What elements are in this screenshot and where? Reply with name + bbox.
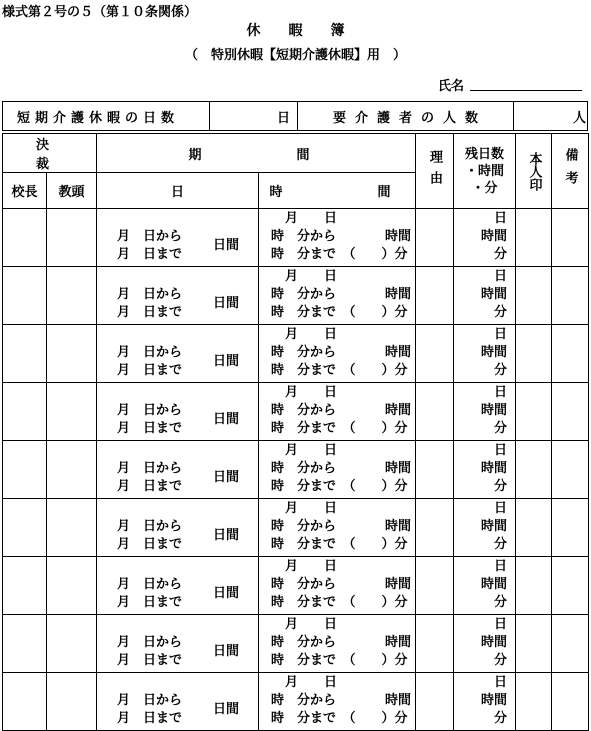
vice-principal-header: 教頭: [47, 173, 97, 209]
date-range-cell[interactable]: 月 日から 月 日まで 日間: [97, 325, 259, 383]
remarks-header: 備考: [552, 134, 589, 209]
vice-principal-seal-cell[interactable]: [47, 499, 97, 557]
reason-cell[interactable]: [416, 615, 454, 673]
date-range-cell[interactable]: 月 日から 月 日まで 日間: [97, 441, 259, 499]
day-header: 日: [97, 173, 259, 209]
principal-seal-cell[interactable]: [3, 441, 47, 499]
seal-cell[interactable]: [516, 325, 552, 383]
leave-row: [3, 499, 589, 557]
vice-principal-seal-cell[interactable]: [47, 209, 97, 267]
remarks-cell[interactable]: [552, 383, 589, 441]
date-range-cell[interactable]: 月 日から 月 日まで 日間: [97, 673, 259, 731]
leave-row: [3, 325, 589, 383]
principal-seal-cell[interactable]: [3, 615, 47, 673]
remarks-cell[interactable]: [552, 325, 589, 383]
persons-unit: 人: [573, 110, 587, 126]
reason-cell[interactable]: [416, 267, 454, 325]
date-range-cell[interactable]: 月 日から 月 日まで 日間: [97, 267, 259, 325]
remaining-cell[interactable]: 日 時間 分: [454, 267, 516, 325]
vice-principal-seal-cell[interactable]: [47, 325, 97, 383]
reason-cell[interactable]: [416, 673, 454, 731]
days-label: 短期介護休暇の日数: [17, 110, 180, 126]
principal-seal-cell[interactable]: [3, 383, 47, 441]
name-field-line[interactable]: [470, 90, 582, 91]
time-header: 時 間: [259, 173, 416, 209]
persons-label: 要介護者の人数: [333, 110, 488, 126]
date-range-cell[interactable]: 月 日から 月 日まで 日間: [97, 615, 259, 673]
remaining-cell[interactable]: 日 時間 分: [454, 441, 516, 499]
reason-cell[interactable]: [416, 325, 454, 383]
seal-cell[interactable]: [516, 441, 552, 499]
vice-principal-seal-cell[interactable]: [47, 615, 97, 673]
leave-table: [2, 133, 589, 731]
summary-box: [2, 101, 588, 131]
remarks-cell[interactable]: [552, 441, 589, 499]
principal-header: 校長: [3, 173, 47, 209]
period-header: 期 間: [97, 134, 416, 173]
seal-cell[interactable]: [516, 267, 552, 325]
time-range-cell[interactable]: 月 日 時 分から 時間 時 分まで （ ）分: [259, 499, 416, 557]
vice-principal-seal-cell[interactable]: [47, 557, 97, 615]
date-range-cell[interactable]: 月 日から 月 日まで 日間: [97, 499, 259, 557]
leave-row: [3, 441, 589, 499]
principal-seal-cell[interactable]: [3, 209, 47, 267]
leave-row: [3, 673, 589, 731]
remarks-cell[interactable]: [552, 267, 589, 325]
principal-seal-cell[interactable]: [3, 325, 47, 383]
date-range-cell[interactable]: 月 日から 月 日まで 日間: [97, 383, 259, 441]
remarks-cell[interactable]: [552, 209, 589, 267]
remaining-cell[interactable]: 日 時間 分: [454, 383, 516, 441]
remaining-header: 残日数 ・時間 ・分: [454, 134, 516, 209]
principal-seal-cell[interactable]: [3, 673, 47, 731]
seal-cell[interactable]: [516, 209, 552, 267]
reason-cell[interactable]: [416, 383, 454, 441]
seal-header: 本人印: [516, 134, 552, 209]
remaining-cell[interactable]: 日 時間 分: [454, 209, 516, 267]
form-number: 様式第２号の５（第１０条関係）: [2, 5, 198, 20]
time-range-cell[interactable]: 月 日 時 分から 時間 時 分まで （ ）分: [259, 325, 416, 383]
time-range-cell[interactable]: 月 日 時 分から 時間 時 分まで （ ）分: [259, 615, 416, 673]
leave-row: [3, 615, 589, 673]
principal-seal-cell[interactable]: [3, 499, 47, 557]
form-title: 休暇簿: [246, 23, 373, 39]
date-range-cell[interactable]: 月 日から 月 日まで 日間: [97, 557, 259, 615]
principal-seal-cell[interactable]: [3, 267, 47, 325]
reason-cell[interactable]: [416, 441, 454, 499]
seal-cell[interactable]: [516, 615, 552, 673]
decision-header: 決 裁: [3, 134, 97, 173]
time-range-cell[interactable]: 月 日 時 分から 時間 時 分まで （ ）分: [259, 673, 416, 731]
leave-row: [3, 557, 589, 615]
name-label: 氏名: [438, 79, 465, 94]
seal-cell[interactable]: [516, 673, 552, 731]
remaining-cell[interactable]: 日 時間 分: [454, 499, 516, 557]
leave-row: [3, 383, 589, 441]
form-subtitle: （ 特別休暇【短期介護休暇】用 ）: [184, 48, 406, 63]
time-range-cell[interactable]: 月 日 時 分から 時間 時 分まで （ ）分: [259, 441, 416, 499]
time-range-cell[interactable]: 月 日 時 分から 時間 時 分まで （ ）分: [259, 383, 416, 441]
reason-cell[interactable]: [416, 557, 454, 615]
days-unit: 日: [277, 110, 291, 126]
remaining-cell[interactable]: 日 時間 分: [454, 673, 516, 731]
time-range-cell[interactable]: 月 日 時 分から 時間 時 分まで （ ）分: [259, 209, 416, 267]
reason-header: 理由: [416, 134, 454, 209]
time-range-cell[interactable]: 月 日 時 分から 時間 時 分まで （ ）分: [259, 557, 416, 615]
seal-cell[interactable]: [516, 557, 552, 615]
reason-cell[interactable]: [416, 209, 454, 267]
remarks-cell[interactable]: [552, 615, 589, 673]
leave-row: [3, 267, 589, 325]
reason-cell[interactable]: [416, 499, 454, 557]
vice-principal-seal-cell[interactable]: [47, 673, 97, 731]
leave-row: [3, 209, 589, 267]
remarks-cell[interactable]: [552, 673, 589, 731]
remarks-cell[interactable]: [552, 499, 589, 557]
time-range-cell[interactable]: 月 日 時 分から 時間 時 分まで （ ）分: [259, 267, 416, 325]
seal-cell[interactable]: [516, 499, 552, 557]
remarks-cell[interactable]: [552, 557, 589, 615]
remaining-cell[interactable]: 日 時間 分: [454, 615, 516, 673]
vice-principal-seal-cell[interactable]: [47, 383, 97, 441]
date-range-cell[interactable]: 月 日から 月 日まで 日間: [97, 209, 259, 267]
vice-principal-seal-cell[interactable]: [47, 267, 97, 325]
remaining-cell[interactable]: 日 時間 分: [454, 325, 516, 383]
vice-principal-seal-cell[interactable]: [47, 441, 97, 499]
remaining-cell[interactable]: 日 時間 分: [454, 557, 516, 615]
seal-cell[interactable]: [516, 383, 552, 441]
principal-seal-cell[interactable]: [3, 557, 47, 615]
